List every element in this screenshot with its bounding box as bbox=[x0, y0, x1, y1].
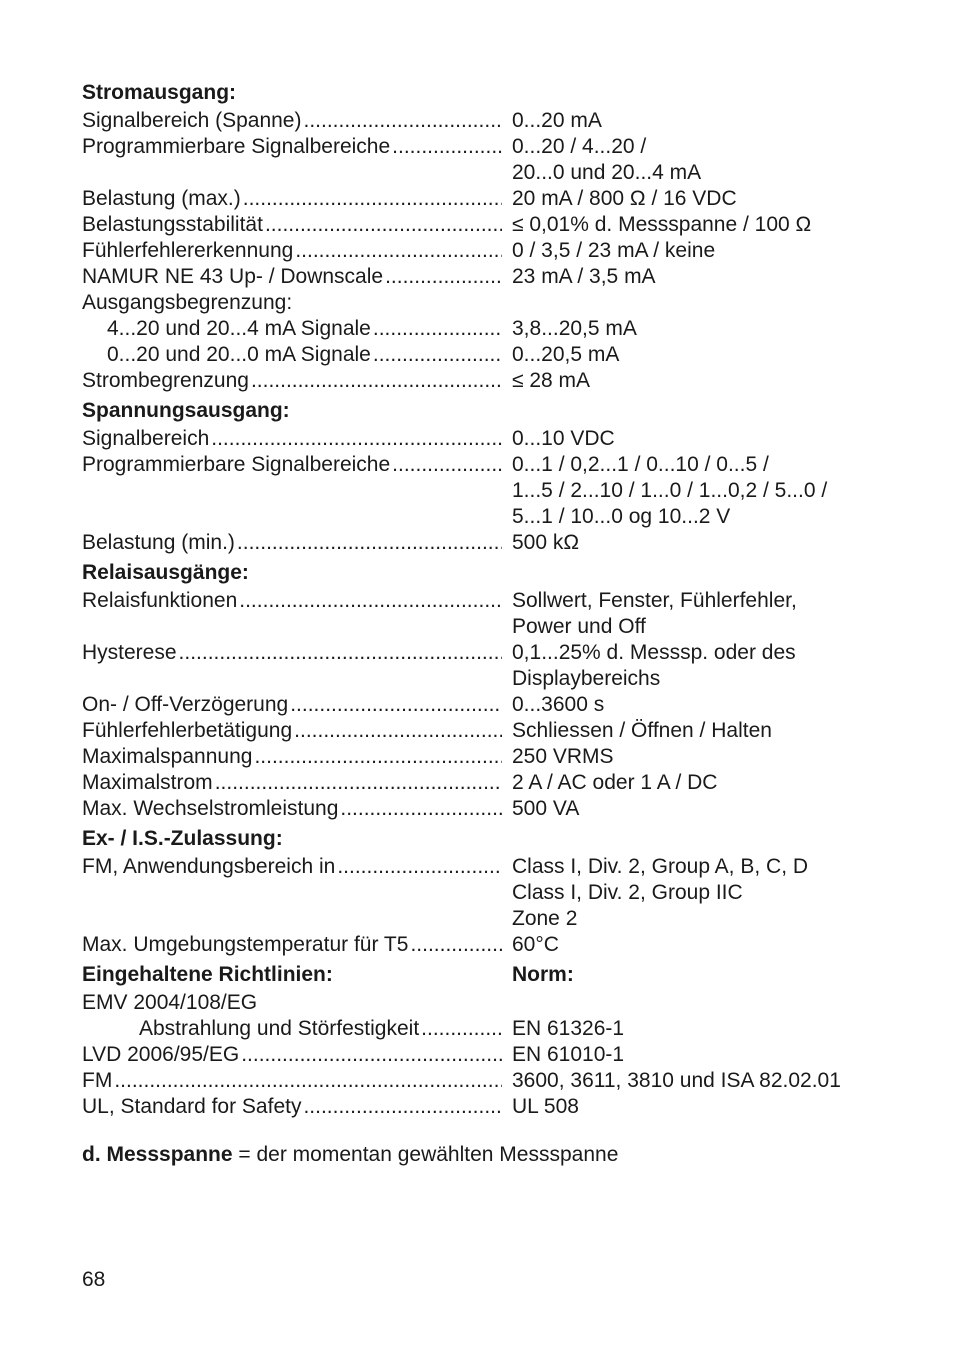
spec-row bbox=[82, 692, 902, 718]
spec-value-line: 5...1 / 10...0 og 10...2 V bbox=[512, 505, 731, 528]
spec-label bbox=[82, 1094, 512, 1120]
spec-label-text: Fühlerfehlerbetätigung bbox=[82, 719, 293, 742]
spec-row bbox=[82, 186, 902, 212]
spec-label bbox=[82, 186, 512, 212]
spec-label bbox=[82, 238, 512, 264]
spec-value-line: EN 61326-1 bbox=[512, 1017, 625, 1040]
spec-value bbox=[512, 108, 902, 134]
spec-value bbox=[512, 796, 902, 822]
spec-label-text: Max. Umgebungstemperatur für T5 bbox=[82, 933, 409, 956]
spec-label bbox=[82, 932, 512, 958]
dot-leader bbox=[254, 744, 502, 770]
spec-label bbox=[82, 854, 512, 932]
page-number: 68 bbox=[82, 1268, 106, 1291]
spec-value-line: Displaybereichs bbox=[512, 667, 661, 690]
spec-label bbox=[82, 342, 512, 368]
spec-row bbox=[82, 290, 902, 316]
dot-leader bbox=[215, 770, 502, 796]
spec-row bbox=[82, 1094, 902, 1120]
spec-label-text: Maximalspannung bbox=[82, 745, 253, 768]
dot-leader bbox=[373, 342, 502, 368]
spec-value-line: Class I, Div. 2, Group A, B, C, D bbox=[512, 855, 809, 878]
spec-value-line: 20...0 und 20...4 mA bbox=[512, 161, 702, 184]
spec-label-text: 0...20 und 20...0 mA Signale bbox=[107, 343, 371, 366]
spec-value-line: 60°C bbox=[512, 933, 559, 956]
spec-row bbox=[82, 796, 902, 822]
spec-value bbox=[512, 316, 902, 342]
spec-value bbox=[512, 1068, 902, 1094]
spec-value-line: 0...1 / 0,2...1 / 0...10 / 0...5 / bbox=[512, 453, 769, 476]
spec-section bbox=[82, 398, 902, 556]
dot-leader bbox=[294, 718, 502, 744]
spec-label bbox=[82, 692, 512, 718]
spec-label-text: LVD 2006/95/EG bbox=[82, 1043, 240, 1066]
dot-leader bbox=[303, 1094, 502, 1120]
spec-row bbox=[82, 1068, 902, 1094]
spec-row bbox=[82, 426, 902, 452]
spec-row bbox=[82, 744, 902, 770]
spec-value bbox=[512, 1094, 902, 1120]
spec-value bbox=[512, 1016, 902, 1042]
spec-label-text: FM, Anwendungsbereich in bbox=[82, 855, 336, 878]
spec-value-line: 250 VRMS bbox=[512, 745, 614, 768]
spec-row bbox=[82, 718, 902, 744]
dot-leader bbox=[421, 1016, 502, 1042]
section-heading: Relaisausgänge: bbox=[82, 561, 249, 584]
spec-row bbox=[82, 990, 902, 1016]
spec-value-line: 500 kΩ bbox=[512, 531, 580, 554]
spec-row bbox=[82, 932, 902, 958]
spec-row bbox=[82, 640, 902, 692]
spec-value-line: ≤ 28 mA bbox=[512, 369, 591, 392]
spec-label bbox=[82, 108, 512, 134]
spec-label-text: Maximalstrom bbox=[82, 771, 213, 794]
section-heading: Spannungsausgang: bbox=[82, 399, 290, 422]
spec-value bbox=[512, 770, 902, 796]
spec-label bbox=[82, 530, 512, 556]
spec-sections bbox=[82, 80, 902, 1120]
spec-row bbox=[82, 1042, 902, 1068]
spec-row bbox=[82, 212, 902, 238]
spec-value-line: 3,8...20,5 mA bbox=[512, 317, 637, 340]
spec-label-text: Relaisfunktionen bbox=[82, 589, 238, 612]
spec-label-text: On- / Off-Verzögerung bbox=[82, 693, 289, 716]
dot-leader bbox=[385, 264, 502, 290]
section-heading-value: Norm: bbox=[512, 963, 574, 986]
spec-value-line: 0...3600 s bbox=[512, 693, 605, 716]
spec-section bbox=[82, 962, 902, 1120]
spec-value-line: Schliessen / Öffnen / Halten bbox=[512, 719, 772, 742]
dot-leader bbox=[337, 854, 502, 932]
spec-value bbox=[512, 212, 902, 238]
spec-label-text: Hysterese bbox=[82, 641, 177, 664]
spec-row bbox=[82, 342, 902, 368]
spec-row bbox=[82, 134, 902, 186]
spec-value bbox=[512, 854, 902, 932]
section-heading-text: Eingehaltene Richtlinien: bbox=[82, 963, 333, 986]
spec-label-text: Signalbereich (Spanne) bbox=[82, 109, 302, 132]
spec-value bbox=[512, 290, 902, 316]
dot-leader bbox=[303, 108, 502, 134]
spec-value bbox=[512, 264, 902, 290]
dot-leader bbox=[373, 316, 502, 342]
spec-value bbox=[512, 588, 902, 640]
spec-label-text: Belastungsstabilität bbox=[82, 213, 263, 236]
spec-label-text: Max. Wechselstromleistung bbox=[82, 797, 339, 820]
spec-label-text: Signalbereich bbox=[82, 427, 210, 450]
spec-section bbox=[82, 560, 902, 822]
dot-leader bbox=[241, 1042, 502, 1068]
spec-section bbox=[82, 826, 902, 958]
spec-label bbox=[82, 290, 512, 316]
spec-value bbox=[512, 368, 902, 394]
spec-label-text: Programmierbare Signalbereiche bbox=[82, 135, 391, 158]
dot-leader bbox=[410, 932, 502, 958]
spec-label-text: Fühlerfehlererkennung bbox=[82, 239, 294, 262]
spec-row bbox=[82, 854, 902, 932]
dot-leader bbox=[114, 1068, 502, 1094]
spec-value bbox=[512, 744, 902, 770]
footnote-term: d. Messspanne bbox=[82, 1143, 233, 1166]
spec-value-line: 0...20 / 4...20 / bbox=[512, 135, 647, 158]
spec-value bbox=[512, 640, 902, 692]
spec-row bbox=[82, 368, 902, 394]
spec-value-line: 2 A / AC oder 1 A / DC bbox=[512, 771, 718, 794]
spec-value-line: 1...5 / 2...10 / 1...0 / 1...0,2 / 5...0 / bbox=[512, 479, 828, 502]
spec-section bbox=[82, 80, 902, 394]
spec-label bbox=[82, 452, 512, 530]
spec-row bbox=[82, 1016, 902, 1042]
spec-label-text: Programmierbare Signalbereiche bbox=[82, 453, 391, 476]
spec-value bbox=[512, 452, 902, 530]
spec-row bbox=[82, 316, 902, 342]
spec-row bbox=[82, 588, 902, 640]
spec-label-text: Ausgangsbegrenzung: bbox=[82, 291, 293, 314]
spec-value-line: UL 508 bbox=[512, 1095, 579, 1118]
dot-leader bbox=[340, 796, 502, 822]
spec-label bbox=[82, 212, 512, 238]
spec-label-text: Strombegrenzung bbox=[82, 369, 249, 392]
spec-row bbox=[82, 108, 902, 134]
section-heading: Stromausgang: bbox=[82, 81, 237, 104]
spec-label bbox=[82, 1042, 512, 1068]
dot-leader bbox=[295, 238, 502, 264]
spec-value-line: ≤ 0,01% d. Messspanne / 100 Ω bbox=[512, 213, 812, 236]
dot-leader bbox=[290, 692, 502, 718]
spec-label bbox=[82, 316, 512, 342]
spec-label bbox=[82, 368, 512, 394]
spec-label bbox=[82, 640, 512, 692]
spec-label-text: EMV 2004/108/EG bbox=[82, 991, 258, 1014]
spec-value-line: 0...20,5 mA bbox=[512, 343, 620, 366]
spec-label-text: NAMUR NE 43 Up- / Downscale bbox=[82, 265, 384, 288]
spec-row bbox=[82, 530, 902, 556]
spec-row bbox=[82, 452, 902, 530]
spec-value-line: 0...20 mA bbox=[512, 109, 602, 132]
spec-value bbox=[512, 530, 902, 556]
spec-value bbox=[512, 718, 902, 744]
dot-leader bbox=[243, 186, 502, 212]
spec-label bbox=[82, 744, 512, 770]
spec-value-line: 0,1...25% d. Messsp. oder des bbox=[512, 641, 796, 664]
spec-row bbox=[82, 264, 902, 290]
spec-value bbox=[512, 990, 902, 1016]
section-heading bbox=[82, 962, 512, 988]
spec-value-line: 20 mA / 800 Ω / 16 VDC bbox=[512, 187, 737, 210]
dot-leader bbox=[265, 212, 502, 238]
dot-leader bbox=[251, 368, 502, 394]
spec-label bbox=[82, 990, 512, 1016]
spec-value bbox=[512, 238, 902, 264]
spec-label bbox=[82, 588, 512, 640]
spec-value-line: EN 61010-1 bbox=[512, 1043, 625, 1066]
spec-label-text: Abstrahlung und Störfestigkeit bbox=[139, 1017, 420, 1040]
dot-leader bbox=[392, 452, 502, 530]
spec-label bbox=[82, 134, 512, 186]
spec-value-line: Zone 2 bbox=[512, 907, 578, 930]
spec-value bbox=[512, 426, 902, 452]
spec-label bbox=[82, 1068, 512, 1094]
dot-leader bbox=[211, 426, 502, 452]
spec-label-text: UL, Standard for Safety bbox=[82, 1095, 302, 1118]
section-heading: Ex- / I.S.-Zulassung: bbox=[82, 827, 283, 850]
spec-value-line: Power und Off bbox=[512, 615, 646, 638]
dot-leader bbox=[392, 134, 502, 186]
spec-value-line: Class I, Div. 2, Group IIC bbox=[512, 881, 743, 904]
dot-leader bbox=[179, 640, 502, 692]
spec-label-text: Belastung (min.) bbox=[82, 531, 235, 554]
spec-value bbox=[512, 134, 902, 186]
spec-value-line: 3600, 3611, 3810 und ISA 82.02.01 bbox=[512, 1069, 841, 1092]
spec-value bbox=[512, 932, 902, 958]
spec-label bbox=[82, 1016, 512, 1042]
spec-value-line: 23 mA / 3,5 mA bbox=[512, 265, 656, 288]
spec-row bbox=[82, 770, 902, 796]
spec-value bbox=[512, 186, 902, 212]
footnote-definition: = der momentan gewählten Messspanne bbox=[232, 1143, 619, 1166]
spec-value bbox=[512, 692, 902, 718]
spec-label bbox=[82, 426, 512, 452]
spec-value-line: 0...10 VDC bbox=[512, 427, 615, 450]
footnote bbox=[82, 1142, 902, 1168]
spec-page bbox=[82, 78, 902, 1168]
spec-label bbox=[82, 796, 512, 822]
spec-value-line: 0 / 3,5 / 23 mA / keine bbox=[512, 239, 716, 262]
spec-label-text: FM bbox=[82, 1069, 113, 1092]
spec-value-line: Sollwert, Fenster, Fühlerfehler, bbox=[512, 589, 797, 612]
spec-value bbox=[512, 1042, 902, 1068]
spec-label-text: 4...20 und 20...4 mA Signale bbox=[107, 317, 371, 340]
dot-leader bbox=[237, 530, 502, 556]
spec-row bbox=[82, 238, 902, 264]
spec-value bbox=[512, 342, 902, 368]
spec-value-line: 500 VA bbox=[512, 797, 580, 820]
spec-label bbox=[82, 770, 512, 796]
spec-label-text: Belastung (max.) bbox=[82, 187, 241, 210]
section-heading-row bbox=[82, 962, 902, 988]
spec-label bbox=[82, 718, 512, 744]
dot-leader bbox=[239, 588, 502, 640]
spec-label bbox=[82, 264, 512, 290]
